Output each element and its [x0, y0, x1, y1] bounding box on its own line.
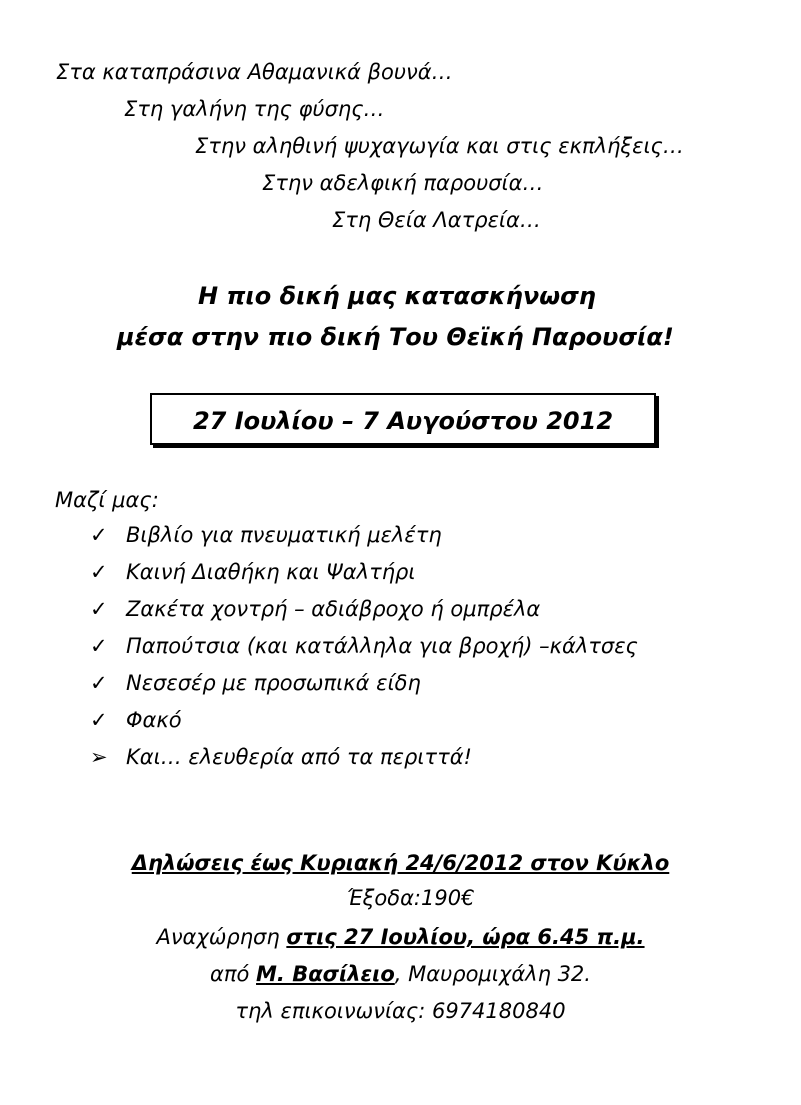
meeting-place: Μ. Βασίλειο	[256, 962, 395, 986]
check-icon: ✓	[90, 634, 108, 658]
headline-line-1: Η πιο δική μας κατασκήνωση	[198, 282, 596, 310]
list-item-text: Βιβλίο για πνευματική μελέτη	[126, 523, 442, 547]
dates-box	[150, 393, 656, 445]
dates-text: 27 Ιουλίου – 7 Αυγούστου 2012	[192, 407, 614, 435]
departure-prefix: Αναχώρηση	[156, 925, 287, 949]
registration-text: Δηλώσεις έως Κυριακή 24/6/2012 στον Κύκλο	[131, 851, 670, 875]
check-icon: ✓	[90, 597, 108, 621]
list-item-text: Ζακέτα χοντρή – αδιάβροχο ή ομπρέλα	[126, 597, 541, 621]
arrow-icon: ➢	[90, 745, 108, 769]
meeting-address: , Μαυρομιχάλη 32.	[394, 962, 591, 986]
headline-line-2: μέσα στην πιο δική Του Θεϊκή Παρουσία!	[117, 323, 674, 351]
check-icon: ✓	[90, 523, 108, 547]
intro-line-3: Στην αληθινή ψυχαγωγία και στις εκπλήξεις…	[195, 134, 684, 158]
from-prefix: από	[210, 962, 257, 986]
contact-line	[0, 999, 801, 1023]
contact-text: τηλ επικοινωνίας: 6974180840	[235, 999, 566, 1023]
intro-line-1: Στα καταπράσινα Αθαμανικά βουνά…	[56, 60, 453, 84]
bring-label: Μαζί μας:	[55, 488, 159, 512]
meeting-point-line	[0, 962, 801, 986]
intro-line-5: Στη Θεία Λατρεία…	[332, 208, 541, 232]
cost-text: Έξοδα:190€	[346, 886, 475, 910]
intro-line-2: Στη γαλήνη της φύσης…	[124, 97, 385, 121]
check-icon: ✓	[90, 671, 108, 695]
departure-line	[0, 925, 801, 949]
check-icon: ✓	[90, 708, 108, 732]
registration-deadline	[0, 851, 801, 875]
intro-line-4: Στην αδελφική παρουσία…	[262, 171, 544, 195]
list-item-text: Νεσεσέρ με προσωπικά είδη	[126, 671, 421, 695]
list-item-text: Παπούτσια (και κατάλληλα για βροχή) –κάλτσες	[126, 634, 638, 658]
departure-time: στις 27 Ιουλίου, ώρα 6.45 π.μ.	[286, 925, 645, 949]
cost-line	[0, 886, 801, 910]
list-item-text: Και… ελευθερία από τα περιττά!	[126, 745, 472, 769]
list-item-text: Φακό	[126, 708, 182, 732]
list-item-text: Καινή Διαθήκη και Ψαλτήρι	[126, 560, 416, 584]
check-icon: ✓	[90, 560, 108, 584]
